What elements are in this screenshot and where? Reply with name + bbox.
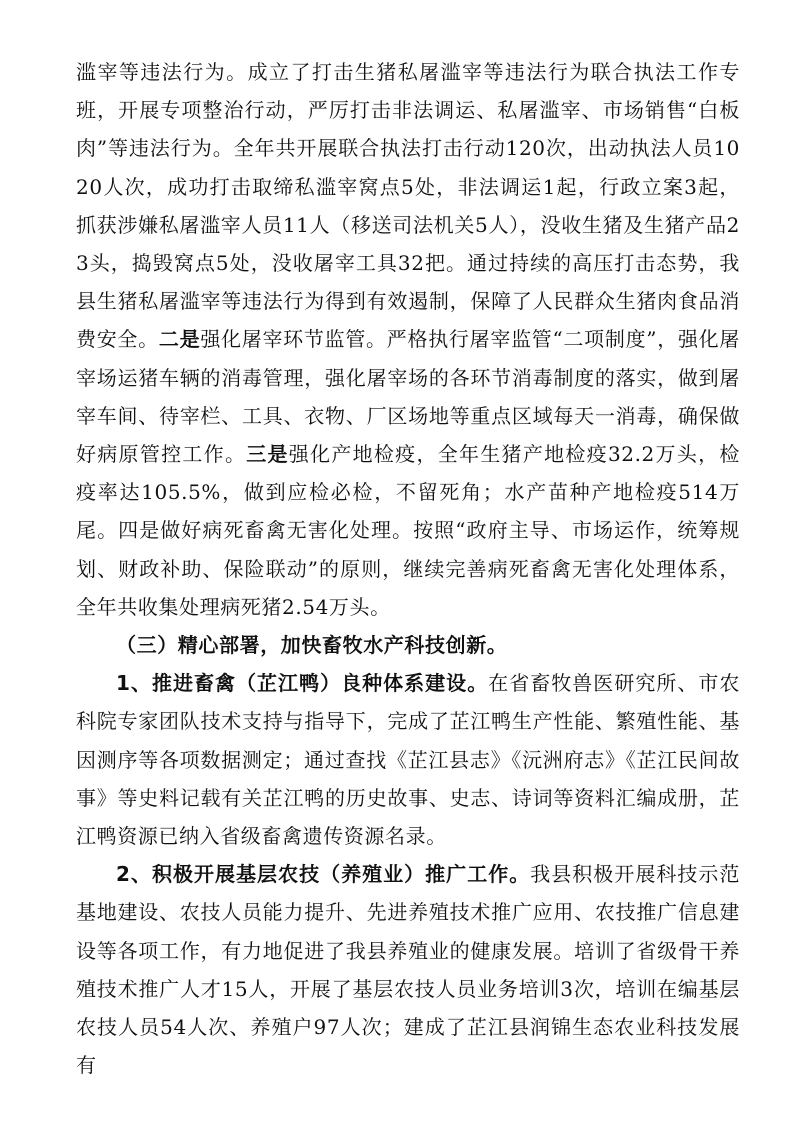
paragraph-text-a: 滥宰等违法行为。成立了打击生猪私屠滥宰等违法行为联合执法工作专班，开展专项整治行动，严厉打击非法调运、私屠滥宰、市场销售“白板肉”等违法行为。全年共开展联合执法打击行动120次，出动执法人员1020人次，成功打击取缔私滥宰窝点5处，非法调运1起，行政立案3起，抓获涉嫌私屠滥宰人员11人（移送司法机关5人），没收生猪及生猪产品23头，捣毁窝点5处，没收屠宰工具32把。通过持续的高压打击态势，我县生猪私屠滥宰等违法行为得到有效遏制，保障了人民群众生猪肉食品消费安全。 (76, 60, 740, 352)
section-heading: （三）精心部署，加快畜牧水产科技创新。 (116, 633, 508, 658)
paragraph-lead-second: 二是 (158, 327, 201, 352)
item-title-extension: 2、积极开展基层农技（养殖业）推广工作。 (116, 862, 531, 887)
item-title-breeding: 1、推进畜禽（芷江鸭）良种体系建设。 (116, 671, 489, 696)
paragraph-lead-third: 三是 (246, 442, 289, 467)
paragraph-livestock-enforcement (76, 53, 740, 626)
paragraph-text-b: 强化屠宰环节监管。严格执行屠宰监管“二项制度”，强化屠宰场运猪车辆的消毒管理，强化屠宰场的各环节消毒制度的落实，做到屠宰车间、待宰栏、工具、衣物、厂区场地等重点区域每天一消毒，确保做好病原管控工作。 (76, 327, 740, 467)
paragraph-item-breeding (76, 664, 740, 855)
paragraph-text-c: 强化产地检疫，全年生猪产地检疫32.2万头，检疫率达105.5%，做到应检必检，不留死角；水产苗种产地检疫514万尾。四是做好病死畜禽无害化处理。按照“政府主导、市场运作，统筹规划、财政补助、保险联动”的原则，继续完善病死畜禽无害化处理体系，全年共收集处理病死猪2.54万头。 (76, 442, 740, 619)
document-body (76, 53, 740, 1084)
paragraph-item-extension (76, 855, 740, 1084)
item-body-extension: 我县积极开展科技示范基地建设、农技人员能力提升、先进养殖技术推广应用、农技推广信息建设等各项工作，有力地促进了我县养殖业的健康发展。培训了省级骨干养殖技术推广人才15人，开展了基层农技人员业务培训3次，培训在编基层农技人员54人次、养殖户97人次；建成了芷江县润锦生态农业科技发展有 (76, 862, 740, 1078)
item-body-breeding: 在省畜牧兽医研究所、市农科院专家团队技术支持与指导下，完成了芷江鸭生产性能、繁殖性能、基因测序等各项数据测定；通过查找《芷江县志》《沅洲府志》《芷江民间故事》等史料记载有关芷江鸭的历史故事、史志、诗词等资料汇编成册，芷江鸭资源已纳入省级畜禽遗传资源名录。 (76, 671, 741, 849)
